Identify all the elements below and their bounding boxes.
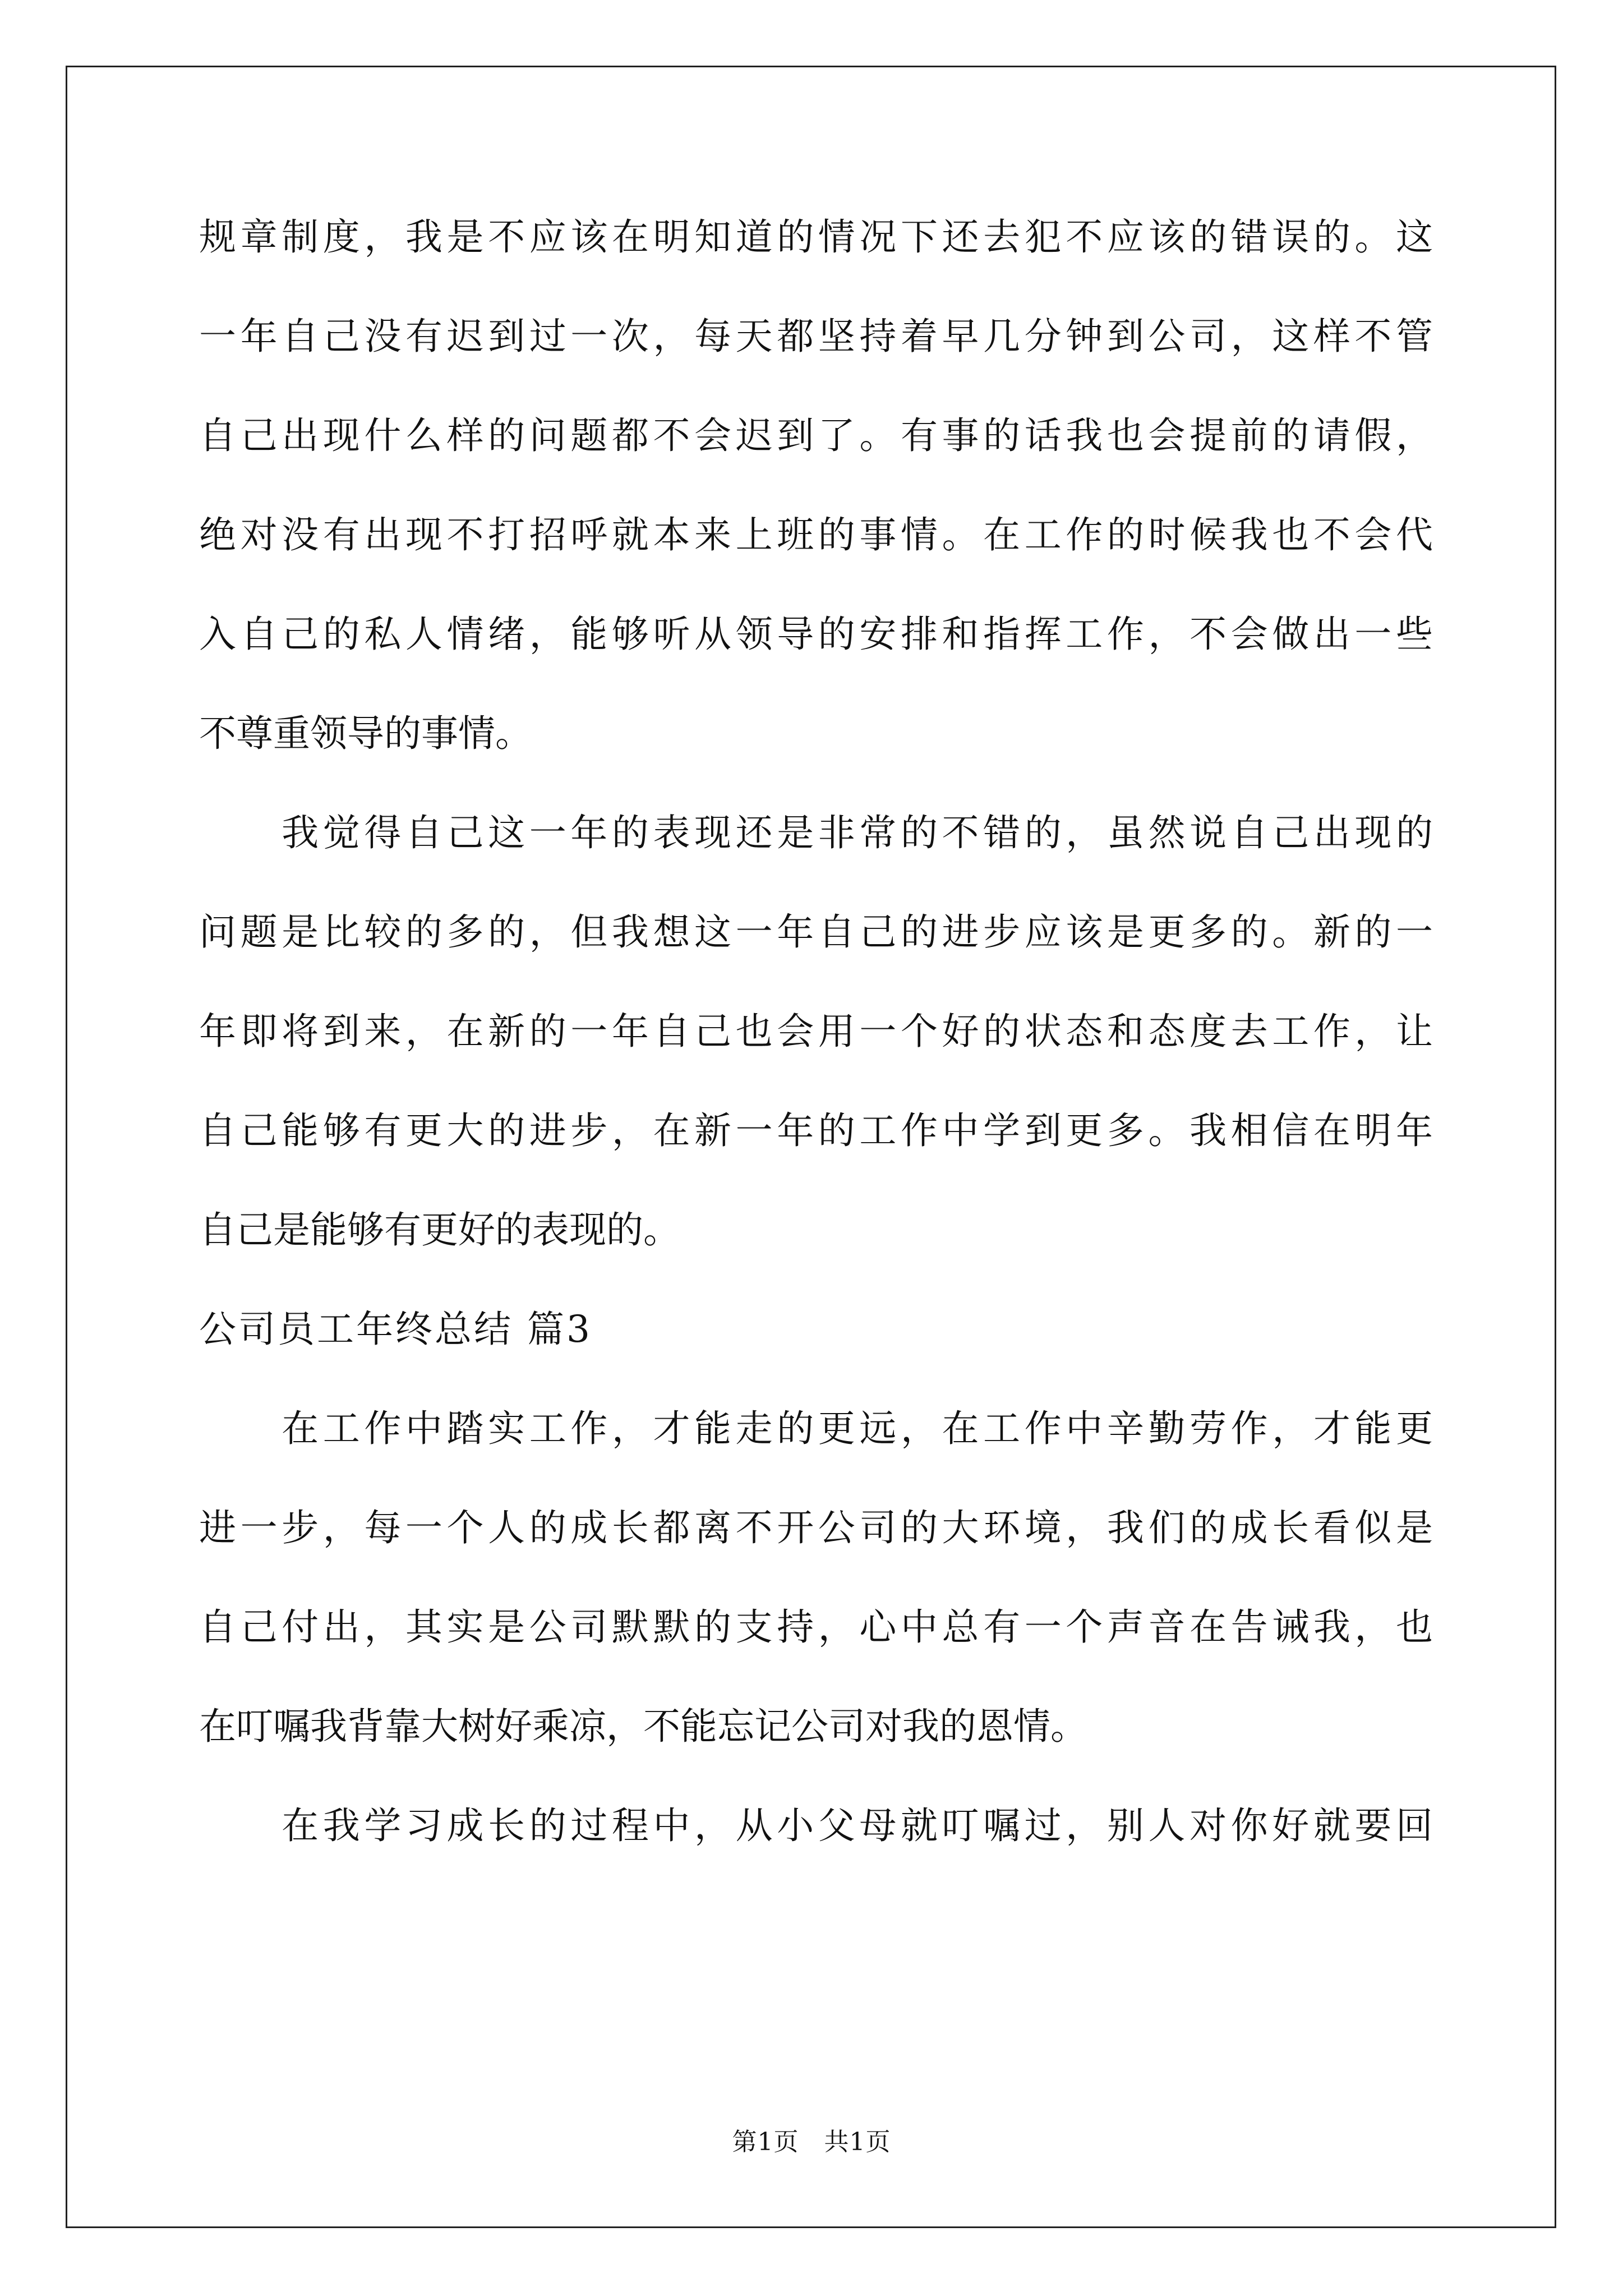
document-body [199,215,1433,1907]
paragraph-line: 入自己的私人情绪，能够听从领导的安排和指挥工作，不会做出一些 [199,613,1433,656]
paragraph-line: 自己付出，其实是公司默默的支持，心中总有一个声音在告诫我，也 [199,1605,1433,1649]
paragraph-line: 一年自己没有迟到过一次，每天都坚持着早几分钟到公司，这样不管 [199,315,1433,358]
paragraph-line: 年即将到来，在新的一年自己也会用一个好的状态和态度去工作，让 [199,1010,1433,1053]
paragraph-line: 在叮嘱我背靠大树好乘凉，不能忘记公司对我的恩情。 [199,1705,1087,1748]
paragraph-line: 自己是能够有更好的表现的。 [199,1208,680,1251]
paragraph-line: 自己出现什么样的问题都不会迟到了。有事的话我也会提前的请假， [199,414,1433,457]
paragraph-line: 在工作中踏实工作，才能走的更远，在工作中辛勤劳作，才能更 [199,1407,1433,1450]
paragraph-line: 在我学习成长的过程中，从小父母就叮嘱过，别人对你好就要回 [199,1804,1433,1847]
paragraph-line: 我觉得自己这一年的表现还是非常的不错的，虽然说自己出现的 [199,811,1433,854]
page-number: 第1页 共1页 [732,2128,891,2156]
paragraph-line: 自己能够有更大的进步，在新一年的工作中学到更多。我相信在明年 [199,1109,1433,1152]
section-heading: 公司员工年终总结 篇3 [199,1308,592,1351]
paragraph-line: 问题是比较的多的，但我想这一年自己的进步应该是更多的。新的一 [199,910,1433,954]
paragraph-line: 不尊重领导的事情。 [199,712,532,755]
paragraph-line: 规章制度，我是不应该在明知道的情况下还去犯不应该的错误的。这 [199,215,1433,259]
paragraph-line: 绝对没有出现不打招呼就本来上班的事情。在工作的时候我也不会代 [199,513,1433,556]
paragraph-line: 进一步，每一个人的成长都离不开公司的大环境，我们的成长看似是 [199,1506,1433,1549]
